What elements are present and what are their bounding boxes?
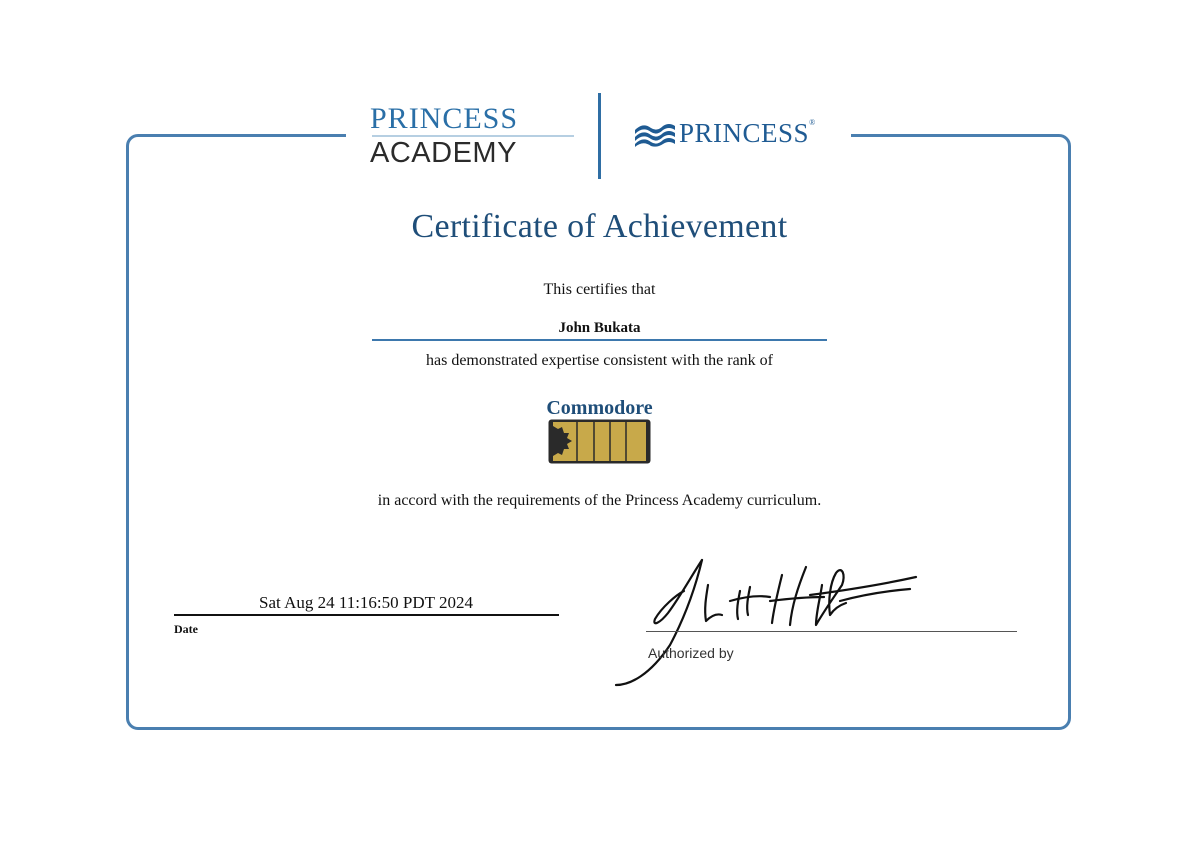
certifies-text: This certifies that: [543, 281, 656, 298]
signature-icon: [610, 545, 1030, 690]
authorized-by-label: Authorized by: [648, 645, 734, 661]
academy-logo-line1: PRINCESS: [370, 102, 519, 135]
logo-divider: [598, 93, 601, 179]
rank-name: Commodore: [546, 397, 653, 419]
princess-wordmark: PRINCESS®: [679, 118, 816, 148]
accord-text: in accord with the requirements of the Princess Academy curriculum.: [377, 492, 822, 509]
authorized-signature-line: [646, 631, 1017, 632]
commodore-insignia-icon: [548, 419, 651, 464]
recipient-name: John Bukata: [558, 320, 641, 336]
academy-logo-line2: ACADEMY: [370, 137, 517, 169]
princess-cruises-logo: [633, 118, 816, 149]
recipient-underline: [372, 339, 827, 341]
princess-wave-icon: [633, 120, 677, 148]
date-label: Date: [174, 622, 198, 636]
certificate-title: Certificate of Achievement: [411, 208, 788, 245]
date-value: Sat Aug 24 11:16:50 PDT 2024: [259, 593, 473, 612]
demonstrated-text: has demonstrated expertise consistent with the rank of: [425, 352, 773, 369]
date-underline: [174, 614, 559, 616]
registered-mark: ®: [809, 118, 816, 127]
princess-academy-logo: [370, 104, 576, 167]
